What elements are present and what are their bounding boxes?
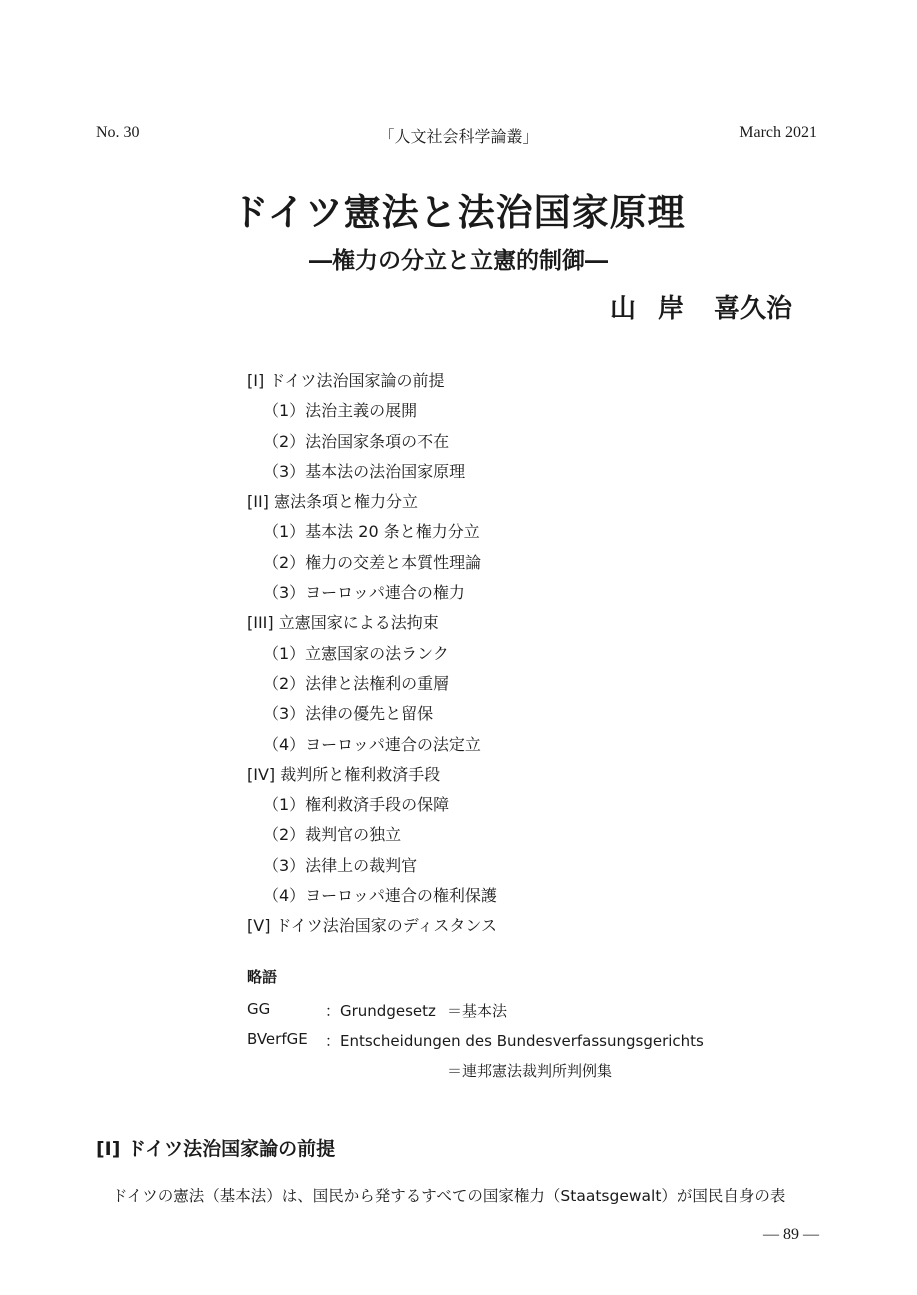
toc-section: [III] 立憲国家による法拘束 — [247, 613, 439, 633]
toc-subsection: （3）基本法の法治国家原理 — [263, 461, 466, 481]
toc-subsection: （4）ヨーロッパ連合の権利保護 — [263, 886, 497, 906]
toc-subsection: （2）法律と法権利の重層 — [263, 673, 450, 693]
publication-date: March 2021 — [739, 124, 817, 141]
toc-subsection: （1）法治主義の展開 — [263, 401, 418, 421]
author-name-part: 山 — [610, 294, 637, 324]
toc-subsection: （4）ヨーロッパ連合の法定立 — [263, 734, 481, 754]
author-name-part: 岸 — [658, 294, 685, 324]
journal-name: 「人文社会科学論叢」 — [378, 129, 539, 146]
author-name — [610, 288, 792, 325]
paper-title: ドイツ憲法と法治国家原理 — [231, 190, 686, 234]
journal-issue-number: No. 30 — [96, 124, 140, 141]
table-of-contents — [247, 366, 497, 942]
toc-section: [I] ドイツ法治国家論の前提 — [247, 371, 445, 390]
abbreviation-expansion: ：Grundgesetz — [325, 1002, 436, 1020]
abbreviation-key: BVerfGE — [247, 1030, 308, 1048]
toc-subsection: （1）立憲国家の法ランク — [263, 643, 449, 663]
toc-section: [V] ドイツ法治国家のディスタンス — [247, 916, 497, 936]
toc-section: [II] 憲法条項と権力分立 — [247, 492, 419, 512]
toc-subsection: （1）基本法 20 条と権力分立 — [263, 522, 480, 542]
toc-subsection: （2）裁判官の独立 — [263, 825, 402, 845]
page-number: ― 89 ― — [763, 1226, 819, 1243]
toc-subsection: （3）ヨーロッパ連合の権力 — [263, 583, 465, 603]
toc-subsection: （2）法治国家条項の不在 — [263, 431, 450, 451]
toc-subsection: （3）法律の優先と留保 — [263, 704, 434, 724]
abbreviation-key: GG — [247, 1000, 271, 1018]
toc-subsection: （1）権利救済手段の保障 — [263, 795, 450, 815]
section-heading: [I] ドイツ法治国家論の前提 — [96, 1138, 336, 1160]
toc-subsection: （3）法律上の裁判官 — [263, 855, 418, 875]
abbreviation-expansion: ：Entscheidungen des Bundesverfassungsgerichts — [325, 1032, 704, 1050]
author-name-part: 喜久治 — [714, 294, 793, 324]
abbreviation-translation: ＝基本法 — [447, 1002, 508, 1020]
toc-section: [IV] 裁判所と権利救済手段 — [247, 764, 441, 784]
toc-subsection: （2）権力の交差と本質性理論 — [263, 552, 482, 572]
body-paragraph: ドイツの憲法（基本法）は、国民から発するすべての国家権力（Staatsgewalt）が国民自身の表 — [112, 1187, 786, 1205]
abbreviations-heading: 略語 — [247, 968, 278, 986]
abbreviation-translation: ＝連邦憲法裁判所判例集 — [447, 1062, 613, 1080]
paper-subtitle: ―権力の分立と立憲的制御― — [309, 247, 608, 274]
